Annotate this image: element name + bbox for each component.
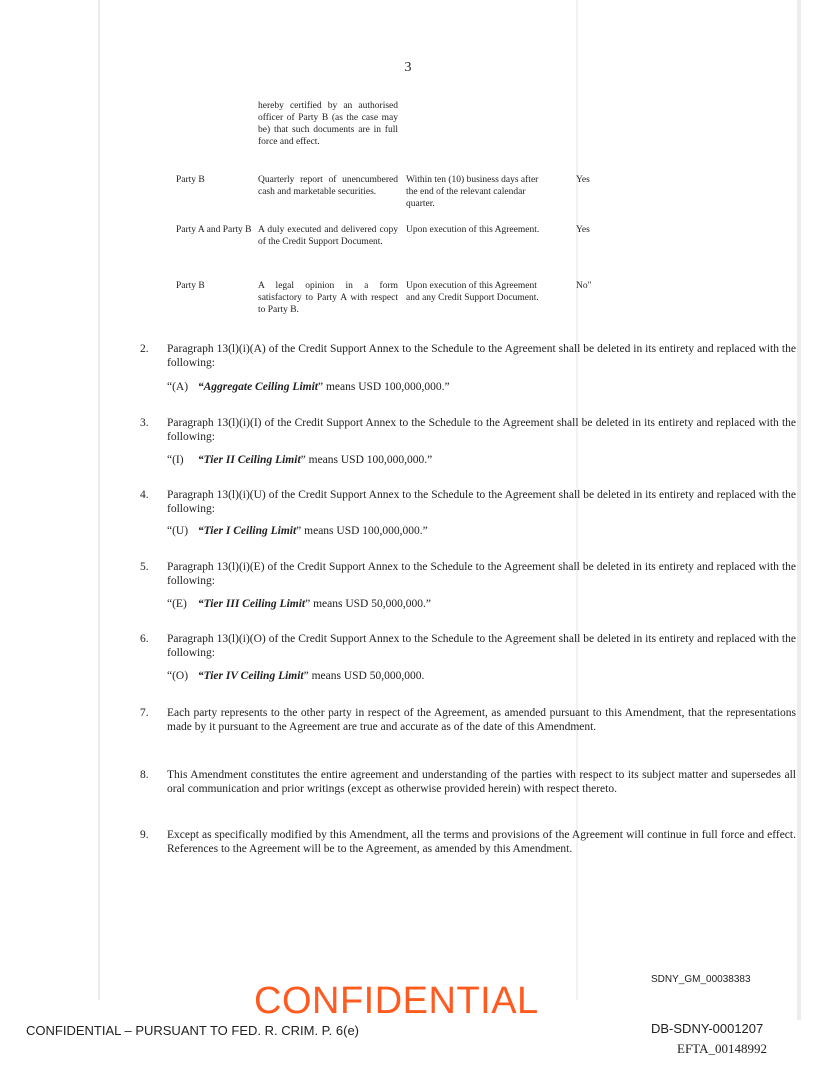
scan-edge bbox=[797, 0, 801, 1020]
bates-number: SDNY_GM_00038383 bbox=[651, 974, 751, 985]
date-cell: Upon execution of this Agreement and any Credit Support Document. bbox=[406, 281, 539, 303]
paragraph-number: 7. bbox=[140, 707, 149, 719]
paragraph-text: This Amendment constitutes the entire agreement and understanding of the parties with respect to its subject matter and supersedes all oral communication and prior writings (except as otherwise provided herein) with respect thereto. bbox=[167, 769, 796, 795]
date-cell: Within ten (10) business days after the end of the relevant calendar quarter. bbox=[406, 175, 539, 209]
definition-term: “Tier IV Ceiling Limit bbox=[197, 670, 304, 682]
definition-o bbox=[167, 669, 424, 683]
definition-a bbox=[167, 380, 450, 394]
paragraph-number: 3. bbox=[140, 417, 149, 429]
definition-text: ” means USD 50,000,000.” bbox=[305, 598, 431, 610]
page-number: 3 bbox=[404, 60, 412, 75]
paragraph-number: 8. bbox=[140, 769, 149, 781]
definition-label: “(U) bbox=[167, 525, 189, 537]
paragraph-number: 5. bbox=[140, 561, 149, 573]
definition-term: “Tier I Ceiling Limit bbox=[197, 525, 297, 537]
confidential-stamp: CONFIDENTIAL bbox=[254, 980, 539, 1022]
definition-label: “(I) bbox=[167, 454, 184, 466]
paragraph-text: Paragraph 13(l)(i)(A) of the Credit Support Annex to the Schedule to the Agreement shall be deleted in its entirety and replaced with the following: bbox=[167, 343, 796, 369]
definition-term: “Aggregate Ceiling Limit bbox=[197, 381, 318, 393]
scan-edge bbox=[98, 0, 100, 1000]
definition-e bbox=[167, 597, 431, 611]
definition-u bbox=[167, 524, 428, 538]
document-cell: A legal opinion in a form satisfactory to Party A with respect to Party B. bbox=[258, 281, 398, 315]
table-continuation-text: hereby certified by an authorised officer of Party B (as the case may be) that such documents are in full force and effect. bbox=[258, 101, 398, 147]
party-cell: Party B bbox=[176, 175, 205, 185]
paragraph-text: Paragraph 13(l)(i)(I) of the Credit Support Annex to the Schedule to the Agreement shall be deleted in its entirety and replaced with the following: bbox=[167, 417, 796, 443]
definition-term: “Tier II Ceiling Limit bbox=[197, 454, 301, 466]
paragraph-text: Except as specifically modified by this Amendment, all the terms and provisions of the Agreement will continue in full force and effect. References to the Agreement will be to the Agreement, as amended by this Amendment. bbox=[167, 829, 796, 855]
party-cell: Party B bbox=[176, 281, 205, 291]
definition-text: ” means USD 50,000,000. bbox=[303, 670, 425, 682]
definition-label: “(E) bbox=[167, 598, 187, 610]
efta-number: EFTA_00148992 bbox=[677, 1041, 767, 1056]
definition-text: ” means USD 100,000,000.” bbox=[296, 525, 428, 537]
definition-label: “(A) bbox=[167, 381, 189, 393]
paragraph-number: 2. bbox=[140, 343, 149, 355]
document-cell: A duly executed and delivered copy of the Credit Support Document. bbox=[258, 225, 398, 247]
covered-cell: Yes bbox=[576, 175, 590, 185]
definition-i bbox=[167, 453, 432, 467]
paragraph-text: Paragraph 13(l)(i)(O) of the Credit Support Annex to the Schedule to the Agreement shall be deleted in its entirety and replaced with the following: bbox=[167, 633, 796, 659]
paragraph-text: Paragraph 13(l)(i)(U) of the Credit Support Annex to the Schedule to the Agreement shall be deleted in its entirety and replaced with the following: bbox=[167, 489, 796, 515]
party-cell: Party A and Party B bbox=[176, 225, 252, 235]
document-cell: Quarterly report of unencumbered cash and marketable securities. bbox=[258, 175, 398, 197]
paragraph-number: 4. bbox=[140, 489, 149, 501]
definition-text: ” means USD 100,000,000.” bbox=[300, 454, 433, 466]
paragraph-text: Each party represents to the other party in respect of the Agreement, as amended pursuant to this Amendment, that the representations made by it pursuant to the Agreement are true and accurate as of the date of this Amendment. bbox=[167, 707, 796, 733]
covered-cell: Yes bbox=[576, 225, 590, 235]
date-cell: Upon execution of this Agreement. bbox=[406, 225, 540, 235]
confidentiality-legend: CONFIDENTIAL – PURSUANT TO FED. R. CRIM. P. 6(e) bbox=[26, 1023, 360, 1038]
db-bates-number: DB-SDNY-0001207 bbox=[651, 1021, 764, 1036]
definition-label: “(O) bbox=[167, 670, 189, 682]
definition-text: ” means USD 100,000,000.” bbox=[318, 381, 450, 393]
covered-cell: No" bbox=[576, 281, 592, 291]
paragraph-text: Paragraph 13(l)(i)(E) of the Credit Support Annex to the Schedule to the Agreement shall be deleted in its entirety and replaced with the following: bbox=[167, 561, 796, 587]
paragraph-number: 9. bbox=[140, 829, 149, 841]
paragraph-number: 6. bbox=[140, 633, 149, 645]
definition-term: “Tier III Ceiling Limit bbox=[197, 598, 306, 610]
